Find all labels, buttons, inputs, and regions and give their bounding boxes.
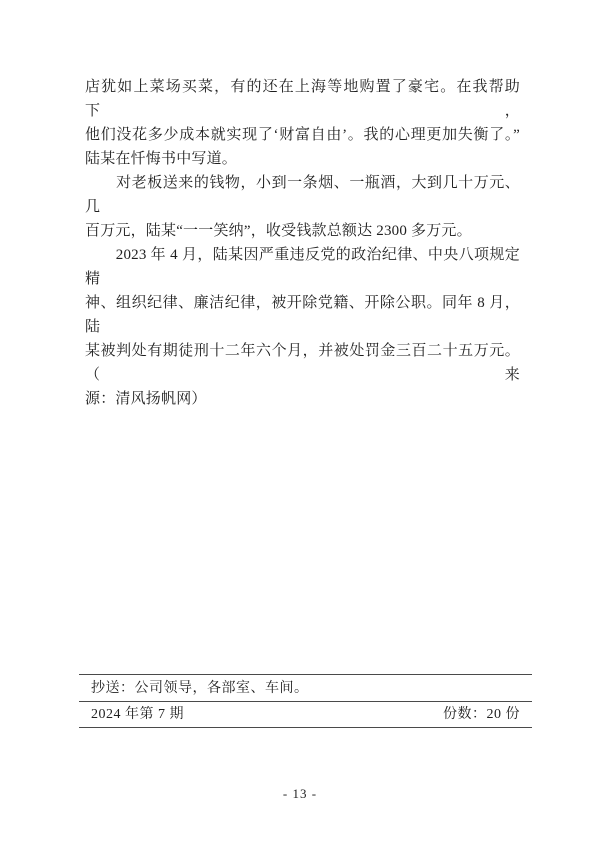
body-line: 神、组织纪律、廉洁纪律，被开除党籍、开除公职。同年 8 月，陆 (85, 295, 520, 335)
footer-copies-count: 份数：20 份 (443, 707, 520, 722)
body-line: 2023 年 4 月，陆某因严重违反党的政治纪律、中央八项规定精 (85, 247, 520, 287)
body-line: 店犹如上菜场买菜，有的还在上海等地购置了豪宅。在我帮助下， (85, 79, 520, 119)
footer-cc-line: 抄送：公司领导，各部室、车间。 (79, 675, 532, 702)
footer-issue-row (79, 702, 532, 727)
body-text-block (85, 75, 520, 411)
body-line: 百万元，陆某“一一笑纳”，收受钱款总额达 2300 多万元。 (85, 223, 472, 239)
body-line: 某被判处有期徒刑十二年六个月，并被处罚金三百二十五万元。（来 (85, 343, 520, 383)
footer-block (79, 674, 532, 728)
body-line: 对老板送来的钱物，小到一条烟、一瓶酒，大到几十万元、几 (85, 175, 520, 215)
body-line: 他们没花多少成本就实现了‘财富自由’。我的心理更加失衡了。” (85, 127, 520, 143)
footer-issue-number: 2024 年第 7 期 (91, 707, 184, 722)
body-line: 源：清风扬帆网） (85, 391, 207, 407)
page-number: - 13 - (282, 786, 318, 801)
body-line: 陆某在忏悔书中写道。 (85, 151, 238, 167)
